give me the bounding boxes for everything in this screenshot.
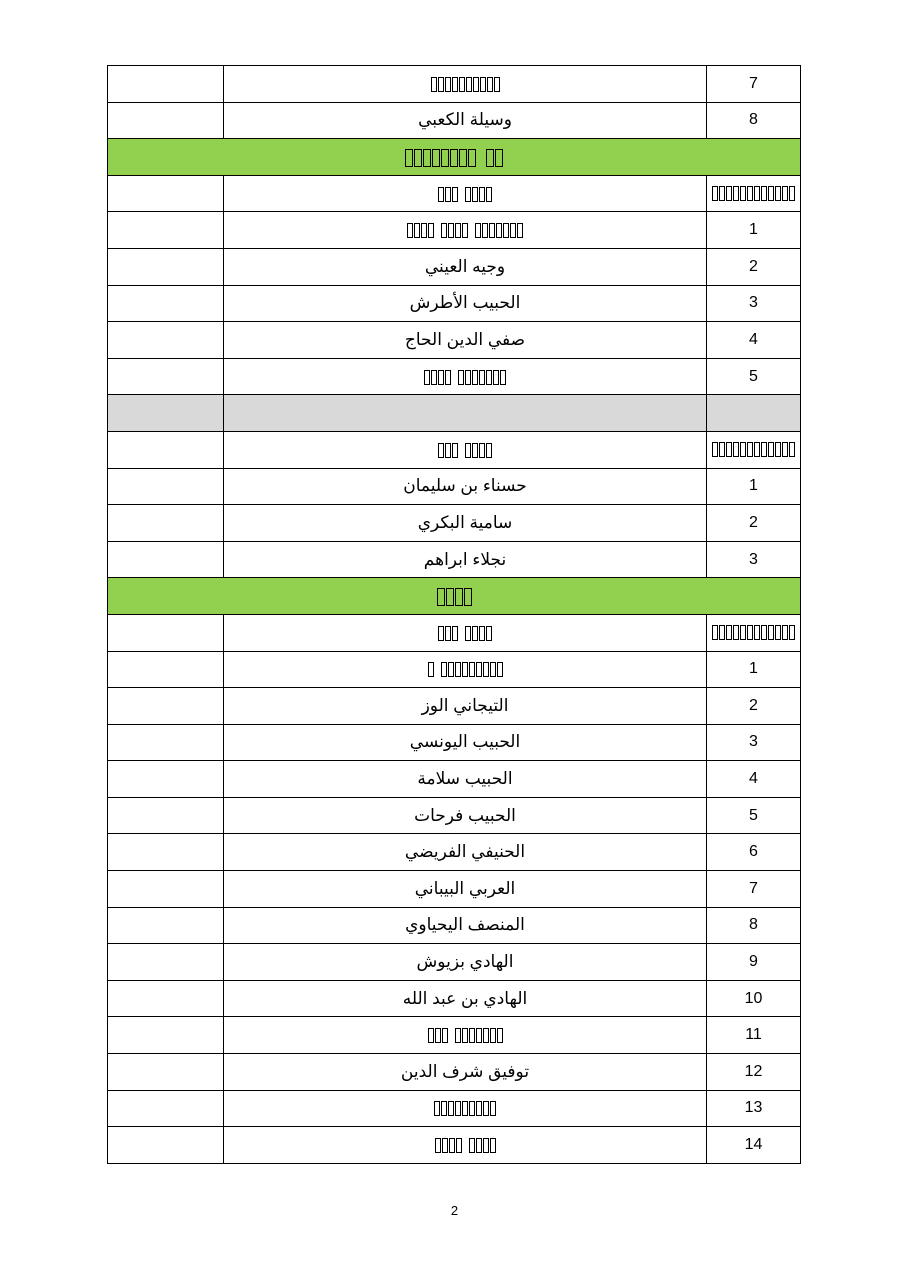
empty-cell	[108, 395, 224, 432]
table-row	[108, 1017, 801, 1054]
missing-glyph-text	[437, 588, 472, 606]
number-cell: 5	[707, 797, 801, 834]
table-row	[108, 1090, 801, 1127]
number-column-header	[707, 175, 801, 212]
name-cell: وجيه العيني	[224, 248, 707, 285]
blank-cell	[108, 468, 224, 505]
table-row	[108, 505, 801, 542]
column-header-row	[108, 431, 801, 468]
blank-cell	[108, 1090, 224, 1127]
blank-cell	[108, 285, 224, 322]
name-cell: التيجاني الوز	[224, 688, 707, 725]
number-cell: 13	[707, 1090, 801, 1127]
name-cell: المنصف اليحياوي	[224, 907, 707, 944]
table-row	[108, 1054, 801, 1091]
column-header-row	[108, 614, 801, 651]
blank-cell	[108, 907, 224, 944]
blank-cell	[108, 980, 224, 1017]
column-header-row	[108, 175, 801, 212]
missing-glyph-text	[435, 1138, 496, 1153]
table-row	[108, 761, 801, 798]
table-row	[108, 651, 801, 688]
blank-cell	[108, 688, 224, 725]
blank-cell	[108, 66, 224, 103]
blank-cell	[108, 1054, 224, 1091]
blank-cell	[108, 505, 224, 542]
number-cell: 1	[707, 212, 801, 249]
blank-cell	[108, 614, 224, 651]
name-cell: الحبيب سلامة	[224, 761, 707, 798]
missing-glyph-text	[712, 442, 795, 457]
number-cell: 3	[707, 724, 801, 761]
names-table	[107, 65, 801, 1164]
table-row	[108, 724, 801, 761]
blank-cell	[108, 431, 224, 468]
name-cell: حسناء بن سليمان	[224, 468, 707, 505]
name-cell	[224, 1017, 707, 1054]
missing-glyph-text	[438, 187, 492, 202]
name-cell: صفي الدين الحاج	[224, 322, 707, 359]
name-cell	[224, 66, 707, 103]
table-row	[108, 66, 801, 103]
number-cell: 9	[707, 944, 801, 981]
table-row	[108, 871, 801, 908]
missing-glyph-text	[438, 443, 492, 458]
blank-cell	[108, 761, 224, 798]
number-cell: 4	[707, 761, 801, 798]
blank-cell	[108, 1017, 224, 1054]
name-column-header	[224, 431, 707, 468]
name-cell	[224, 212, 707, 249]
section-header-row	[108, 578, 801, 615]
number-cell: 3	[707, 541, 801, 578]
missing-glyph-text	[407, 223, 523, 238]
number-cell: 6	[707, 834, 801, 871]
empty-cell	[224, 395, 707, 432]
empty-cell	[707, 395, 801, 432]
name-cell	[224, 1127, 707, 1164]
number-cell: 1	[707, 468, 801, 505]
blank-cell	[108, 102, 224, 139]
number-cell: 5	[707, 358, 801, 395]
name-cell	[224, 1090, 707, 1127]
table-row	[108, 322, 801, 359]
blank-cell	[108, 797, 224, 834]
blank-cell	[108, 1127, 224, 1164]
number-cell: 7	[707, 871, 801, 908]
table-row	[108, 944, 801, 981]
name-cell: العربي البيباني	[224, 871, 707, 908]
number-cell: 8	[707, 907, 801, 944]
section-header-row	[108, 139, 801, 176]
blank-cell	[108, 175, 224, 212]
name-column-header	[224, 614, 707, 651]
name-cell: الحنيفي الفريضي	[224, 834, 707, 871]
missing-glyph-text	[428, 662, 503, 677]
table-row	[108, 285, 801, 322]
name-cell: الحبيب اليونسي	[224, 724, 707, 761]
table-row	[108, 980, 801, 1017]
table-row	[108, 1127, 801, 1164]
missing-glyph-text	[712, 186, 795, 201]
missing-glyph-text	[424, 370, 506, 385]
table-row	[108, 102, 801, 139]
table-row	[108, 358, 801, 395]
number-cell: 11	[707, 1017, 801, 1054]
section-title	[108, 578, 801, 615]
blank-cell	[108, 541, 224, 578]
number-cell: 2	[707, 505, 801, 542]
name-cell: سامية البكري	[224, 505, 707, 542]
missing-glyph-text	[431, 77, 500, 92]
table-row	[108, 541, 801, 578]
number-cell: 4	[707, 322, 801, 359]
name-cell: الهادي بن عبد الله	[224, 980, 707, 1017]
missing-glyph-text	[428, 1028, 503, 1043]
blank-cell	[108, 358, 224, 395]
number-column-header	[707, 614, 801, 651]
missing-glyph-text	[712, 625, 795, 640]
blank-cell	[108, 944, 224, 981]
number-cell: 8	[707, 102, 801, 139]
number-cell: 2	[707, 248, 801, 285]
name-cell	[224, 358, 707, 395]
number-cell: 12	[707, 1054, 801, 1091]
blank-cell	[108, 651, 224, 688]
page-number: 2	[450, 1203, 459, 1218]
name-cell: الهادي بزيوش	[224, 944, 707, 981]
name-cell	[224, 651, 707, 688]
name-cell: توفيق شرف الدين	[224, 1054, 707, 1091]
blank-cell	[108, 322, 224, 359]
blank-cell	[108, 212, 224, 249]
blank-cell	[108, 871, 224, 908]
section-title	[108, 139, 801, 176]
blank-cell	[108, 834, 224, 871]
number-cell: 7	[707, 66, 801, 103]
table-row	[108, 248, 801, 285]
table-row	[108, 797, 801, 834]
name-cell: نجلاء ابراهم	[224, 541, 707, 578]
number-cell: 14	[707, 1127, 801, 1164]
missing-glyph-text	[438, 626, 492, 641]
number-cell: 10	[707, 980, 801, 1017]
table-row	[108, 834, 801, 871]
name-cell: وسيلة الكعبي	[224, 102, 707, 139]
separator-row	[108, 395, 801, 432]
table-row	[108, 907, 801, 944]
name-cell: الحبيب فرحات	[224, 797, 707, 834]
missing-glyph-text	[434, 1101, 496, 1116]
table-row	[108, 468, 801, 505]
blank-cell	[108, 248, 224, 285]
blank-cell	[108, 724, 224, 761]
name-cell: الحبيب الأطرش	[224, 285, 707, 322]
number-cell: 3	[707, 285, 801, 322]
number-cell: 1	[707, 651, 801, 688]
number-cell: 2	[707, 688, 801, 725]
missing-glyph-text	[405, 149, 503, 167]
table-row	[108, 212, 801, 249]
name-column-header	[224, 175, 707, 212]
table-row	[108, 688, 801, 725]
number-column-header	[707, 431, 801, 468]
